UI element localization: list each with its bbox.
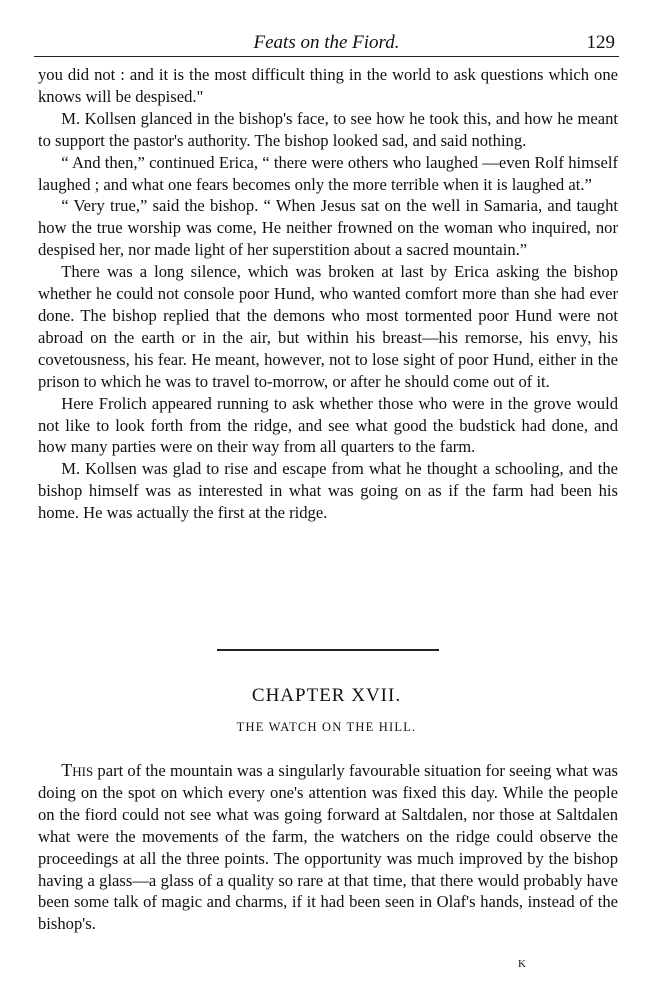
page-number: 129 — [586, 32, 615, 53]
paragraph: “ Very true,” said the bishop. “ When Jesus sat on the well in Samaria, and taught how the true worship was come, He neither frowned on the woman who inquired, nor despised her, nor made light of her superstition about a sacred mountain.” — [38, 196, 618, 260]
chapter-title: CHAPTER XVII. — [251, 685, 402, 706]
running-title: Feats on the Fiord. — [253, 32, 400, 53]
paragraph: M. Kollsen glanced in the bishop's face, to see how he took this, and how he meant to support the pastor's authority. The bishop looked sad, and said nothing. — [38, 108, 618, 150]
paragraph — [38, 760, 618, 935]
opening-word: This — [61, 760, 94, 780]
upper-text-block — [38, 64, 618, 524]
section-divider — [217, 649, 439, 651]
paragraph: “ And then,” continued Erica, “ there were others who laughed —even Rolf himself laughed ; and what one fears becomes only the more terrible when it is laughed at.” — [38, 152, 618, 194]
paragraph: M. Kollsen was glad to rise and escape from what he thought a schooling, and the bishop himself was as interested in what was going on as if the farm had been his home. He was actually the first at the ridge. — [38, 459, 618, 523]
signature-mark: K — [518, 958, 526, 970]
paragraph: Here Frolich appeared running to ask whether those who were in the grove would not like to look forth from the ridge, and see what good the budstick had done, and how many parties were on their way from all quarters to the farm. — [38, 393, 618, 457]
paragraph-body: part of the mountain was a singularly favourable situation for seeing what was doing on the spot on which every one's attention was fixed this day. While the people on the fiord could not see what was going forward at Saltdalen, nor those at Saltdalen what were the movements of the farm, the watchers on the ridge could observe the proceedings at all the three points. The opportunity was much improved by the bishop having a glass—a glass of a quality so rare at that time, that there would probably have been some talk of magic and charms, if it had been seen in Olaf's hands, instead of the bishop's. — [38, 761, 618, 934]
paragraph: There was a long silence, which was broken at last by Erica asking the bishop whether he could not console poor Hund, who wanted comfort more than she had ever done. The bishop replied that the demons who most tormented poor Hund were not abroad on the earth or in the air, but within his breast—his remorse, his envy, his covetousness, his fear. He meant, however, not to lose sight of poor Hund, either in the prison to which he was to travel to-morrow, or after he should come out of it. — [38, 262, 618, 391]
lower-text-block — [38, 760, 618, 935]
running-head — [34, 30, 619, 57]
paragraph: you did not : and it is the most difficult thing in the world to ask questions which one knows will be despised." — [38, 65, 618, 106]
chapter-subtitle: THE WATCH ON THE HILL. — [236, 720, 417, 734]
